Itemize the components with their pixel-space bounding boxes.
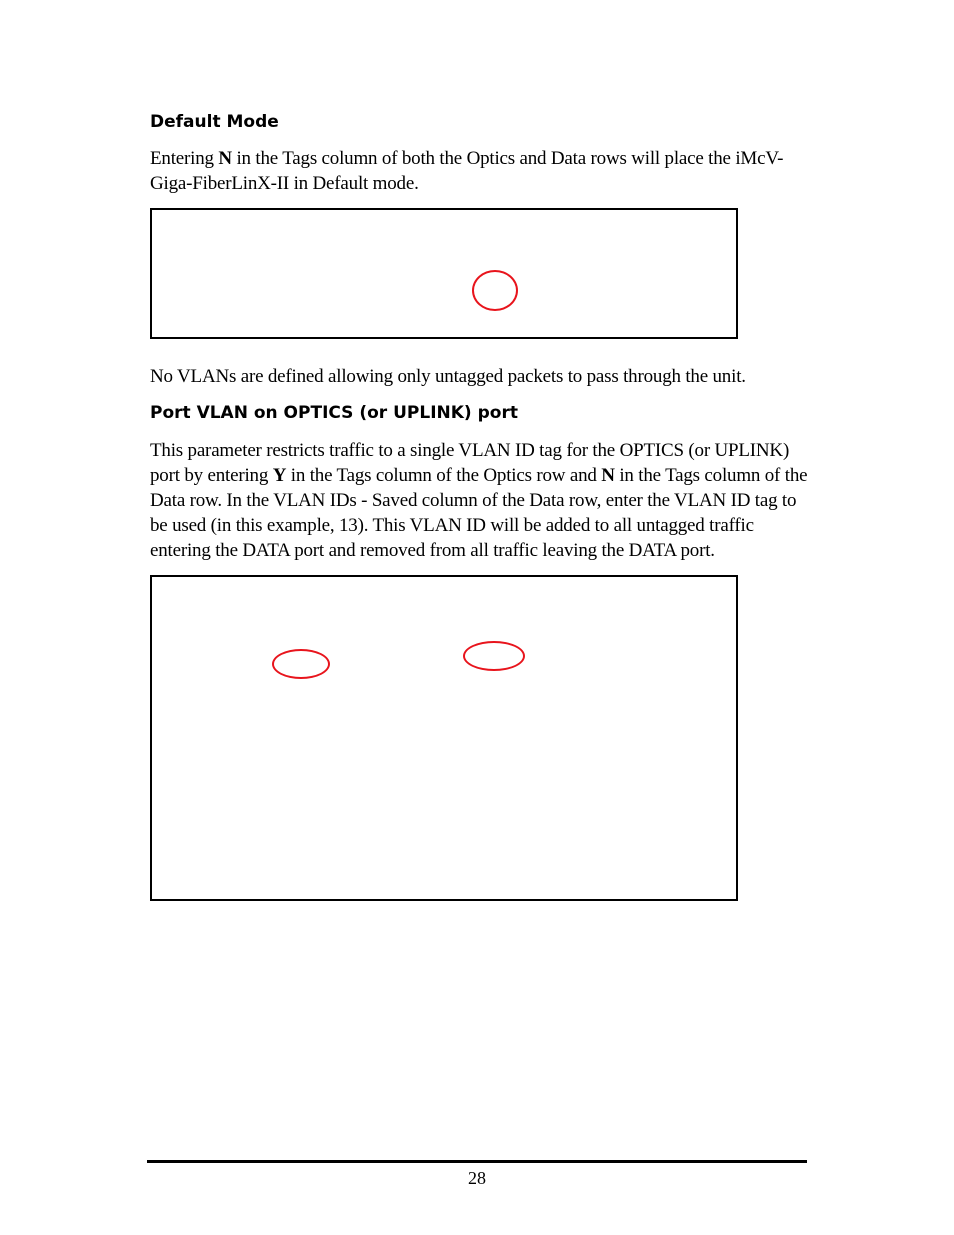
intro-text-1: Entering	[150, 148, 219, 169]
heading-port-vlan: Port VLAN on OPTICS (or UPLINK) port	[150, 403, 518, 423]
body-text-1: This parameter restricts traffic to a single VLAN ID tag for the OPTICS (or UPLINK) port by entering	[150, 440, 790, 486]
default-mode-after: No VLANs are defined allowing only untagged packets to pass through the unit.	[150, 366, 746, 387]
intro-key-n: N	[218, 148, 232, 169]
callout-ellipse-tags	[272, 649, 330, 679]
body-key-y: Y	[272, 465, 287, 486]
port-vlan-screenshot-box	[150, 575, 738, 901]
page-number: 28	[468, 1168, 486, 1188]
port-vlan-body	[150, 438, 810, 563]
default-mode-screenshot-box	[150, 208, 738, 339]
default-mode-intro	[150, 146, 810, 196]
body-key-n: N	[601, 465, 615, 486]
heading-default-mode: Default Mode	[150, 112, 279, 132]
intro-text-2: in the Tags column of both the Optics and Data rows will place the iMcV-Giga-FiberLinX-II in Default mode.	[150, 148, 784, 194]
body-text-3: in the Tags column of the Data row. In the VLAN IDs - Saved column of the Data row, enter the VLAN ID tag to be used (in this example, 13). This VLAN ID will be added to all untagged traffic entering the DATA port and removed from all traffic leaving the DATA port.	[150, 465, 808, 561]
footer-rule	[147, 1160, 807, 1163]
body-text-2: in the Tags column of the Optics row and	[286, 465, 602, 486]
callout-circle-tags	[472, 270, 518, 311]
callout-ellipse-vlan-ids	[463, 641, 525, 671]
